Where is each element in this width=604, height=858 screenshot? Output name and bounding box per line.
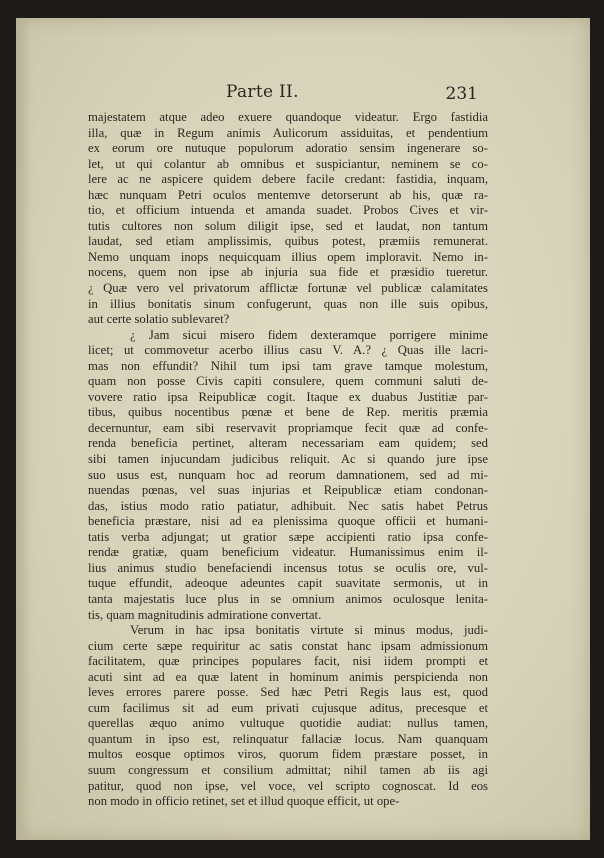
text-line: quam non posse Civis capiti consulere, quem communi saluti de-: [88, 374, 488, 389]
text-line: patitur, quod non ipse, vel voce, vel scripto cognoscat. Id eos: [88, 778, 488, 793]
text-line: acuti sint ad ea quæ latent in hominum animis perspicienda non: [88, 669, 488, 684]
page-header: [16, 80, 590, 110]
text-line: multos eosque optimos viros, quorum fidem præstare posset, in: [88, 747, 488, 762]
text-line: tuque effundit, adeoque adeuntes capit suavitate sermonis, ut in: [88, 576, 488, 591]
paragraph: [88, 110, 488, 328]
text-line: laudat, sed etiam amplissimis, quibus potest, præmiis remunerat.: [88, 234, 488, 249]
text-line: nocens, quem non ipse ab injuria sua fide et præsidio tueretur.: [88, 265, 488, 280]
text-line: non modo in officio retinet, set et illud quoque efficit, ut ope-: [88, 794, 400, 809]
text-line: facilitatem, quæ principes populares facit, nisi iidem prompti et: [88, 654, 488, 669]
text-line: aut certe solatio sublevaret?: [88, 312, 230, 327]
text-line: cium certe sæpe requiritur ac satis constat hanc ipsam admissionum: [88, 638, 488, 653]
text-line: hæc nunquam Petri oculos mentemve detorserunt ab his, quæ ra-: [88, 187, 488, 202]
text-line: mas non effundit? Nihil tum ipsi tam grave tamque molestum,: [88, 358, 488, 373]
text-line: let, ut qui colantur ab omnibus et suspiciantur, neminem se co-: [88, 156, 488, 171]
text-line: ¿ Quæ vero vel privatorum afflictæ fortunæ vel publicæ calamitates: [88, 281, 488, 296]
text-line: tio, et officium intuenda et amanda suadet. Probos Cives et vir-: [88, 203, 488, 218]
text-line: vovere ratio ipsa Reipublicæ cogit. Itaque ex duabus Justitiæ par-: [88, 389, 488, 404]
text-line: lius animus studio benefaciendi incensus totus se oculis ore, vul-: [88, 560, 488, 575]
text-line: Nemo unquam inops nequicquam illius opem imploravit. Nemo in-: [88, 249, 488, 264]
book-page: [16, 18, 590, 840]
text-line: tatis verba adjungat; ut gratior sæpe accipienti ratio ipsa confe-: [88, 529, 488, 544]
text-line: sibi tamen injucundam judicibus reliquit. Ac si quando jure ipse: [88, 452, 488, 467]
text-line: suo usus est, nunquam hoc ad reorum damnationem, sed ad mi-: [88, 467, 488, 482]
text-line: quantum in ipso est, relinquatur fallaciæ locus. Nam quanquam: [88, 731, 488, 746]
text-line: illa, quæ in Regum animis Aulicorum assiduitas, et pendentium: [88, 125, 488, 140]
text-line: ex eorum ore nutuque populorum adoratio sensim ingenerare so-: [88, 141, 488, 156]
text-line: decernuntur, eam sibi reservavit propriamque fecit quæ ad confe-: [88, 420, 488, 435]
text-line: suum congressum et consilium admittat; nihil tamen ab iis agi: [88, 762, 488, 777]
text-line: nuendas pœnas, vel suas injurias et Reipublicæ etiam condonan-: [88, 483, 488, 498]
text-line: tis, quam magnitudinis admiratione convertat.: [88, 607, 322, 622]
text-line: majestatem atque adeo exuere quandoque videatur. Ergo fastidia: [88, 110, 488, 124]
text-line: renda beneficia pertinet, alteram necessariam eam quidem; sed: [88, 436, 488, 451]
text-line: das, istius modo ratio patiatur, adhibuit. Nec satis habet Petrus: [88, 498, 488, 513]
page-gutter-shadow: [16, 18, 30, 840]
text-line: licet; ut commovetur acerbo illius casu V. A.? ¿ Quas ille lacri-: [88, 343, 488, 358]
text-line: querellas æquo animo vultuque quotidie audiat: nullus tamen,: [88, 716, 488, 731]
paragraph: [88, 328, 488, 623]
text-line: rendæ gratiæ, quam beneficium videatur. Humanissimus enim il-: [88, 545, 488, 560]
paragraph: [88, 623, 488, 810]
text-line: lere ac ne aspicere quidem debere facile credant: fastidia, inquam,: [88, 172, 488, 187]
page-number: 231: [445, 84, 478, 104]
text-line: tutis cultores non solum diligit ipse, sed et laudat, non tantum: [88, 218, 488, 233]
text-line: in illius bonitatis sinum confugerunt, quas non ille suis opibus,: [88, 296, 488, 311]
running-head: Parte II.: [226, 82, 299, 102]
text-line: ¿ Jam sicui misero fidem dexteramque porrigere minime: [130, 327, 488, 342]
text-line: tibus, quibus nocentibus pœnæ et bene de Rep. meritis præmia: [88, 405, 488, 420]
text-line: cum facilimus sit ad eum privati cujusque aditus, precesque et: [88, 700, 488, 715]
text-line: leves errores parere posse. Sed hæc Petri Regis laus est, quod: [88, 685, 488, 700]
body-text: [88, 110, 488, 810]
text-line: Verum in hac ipsa bonitatis virtute si minus modus, judi-: [130, 623, 488, 638]
text-line: tanta majestatis luce plus in se omnium animos oculosque lenita-: [88, 591, 488, 606]
text-line: beneficia præstare, nisi ad ea plenissima quoque officii et humani-: [88, 514, 488, 529]
